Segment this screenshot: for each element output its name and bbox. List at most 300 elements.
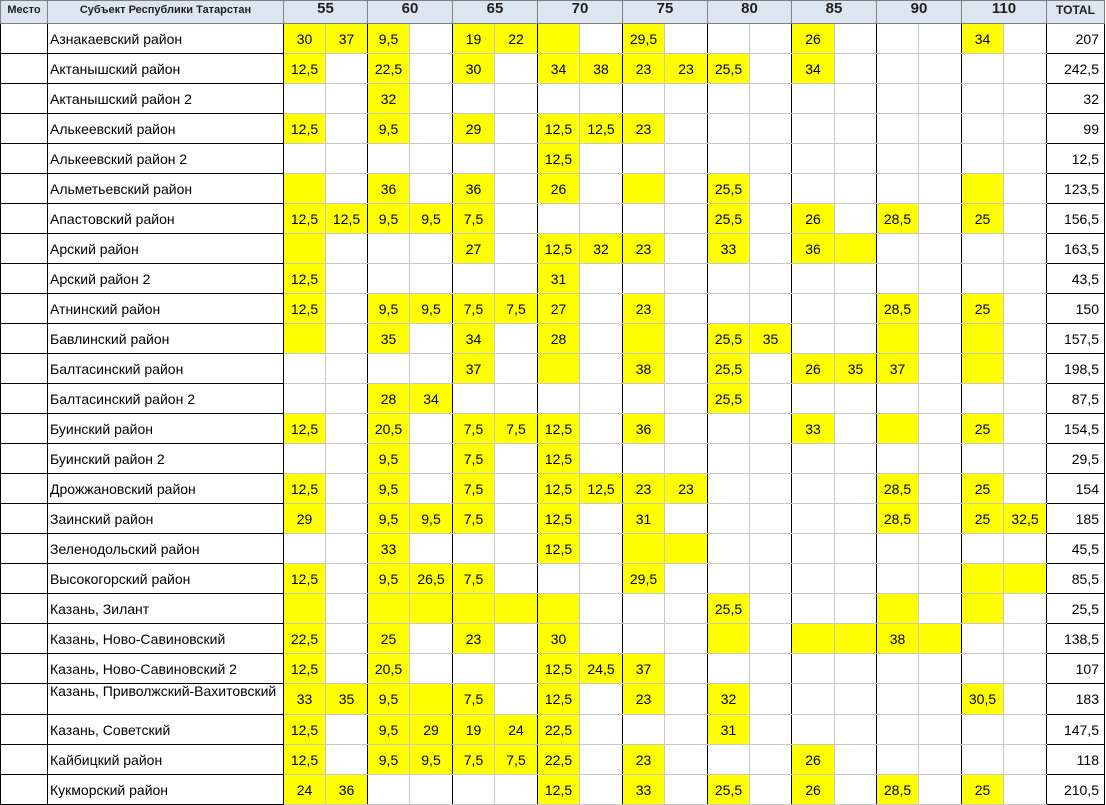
subject-cell: Алькеевский район — [48, 114, 284, 144]
total-cell: 123,5 — [1047, 174, 1105, 204]
score-cell — [284, 384, 326, 414]
score-cell: 19 — [453, 24, 495, 54]
score-cell — [750, 654, 792, 684]
score-cell — [750, 174, 792, 204]
score-cell: 12,5 — [538, 414, 580, 444]
score-cell — [665, 144, 708, 174]
score-cell — [708, 294, 750, 324]
table-row — [1, 144, 1105, 174]
score-cell: 27 — [453, 234, 495, 264]
score-cell — [708, 624, 750, 654]
score-cell — [750, 144, 792, 174]
score-cell: 7,5 — [495, 294, 538, 324]
score-cell: 12,5 — [284, 715, 326, 745]
score-cell — [284, 444, 326, 474]
score-cell — [750, 444, 792, 474]
score-cell — [326, 384, 368, 414]
score-cell: 7,5 — [495, 414, 538, 444]
subject-cell: Дрожжановский район — [48, 474, 284, 504]
score-cell — [580, 564, 623, 594]
table-row — [1, 624, 1105, 654]
score-cell — [1004, 715, 1047, 745]
score-cell — [708, 534, 750, 564]
score-cell — [919, 594, 962, 624]
score-cell — [750, 24, 792, 54]
total-cell: 12,5 — [1047, 144, 1105, 174]
score-cell — [877, 745, 919, 775]
weight-header: 110 — [962, 1, 1047, 24]
score-cell: 25 — [368, 624, 410, 654]
place-cell — [1, 654, 48, 684]
score-cell — [877, 144, 919, 174]
score-cell: 25,5 — [708, 384, 750, 414]
score-cell — [284, 354, 326, 384]
place-cell — [1, 114, 48, 144]
table-row — [1, 444, 1105, 474]
score-cell — [792, 324, 835, 354]
score-cell — [580, 24, 623, 54]
score-cell — [835, 654, 877, 684]
place-cell — [1, 84, 48, 114]
score-cell — [792, 684, 835, 715]
score-cell: 28,5 — [877, 504, 919, 534]
total-cell: 157,5 — [1047, 324, 1105, 354]
score-cell — [665, 384, 708, 414]
subject-cell: Казань, Ново-Савиновский — [48, 624, 284, 654]
score-cell — [580, 264, 623, 294]
score-cell — [919, 54, 962, 84]
score-cell — [580, 144, 623, 174]
score-cell: 24,5 — [580, 654, 623, 684]
score-cell — [368, 234, 410, 264]
score-cell — [962, 444, 1004, 474]
score-cell — [326, 564, 368, 594]
score-cell: 25,5 — [708, 354, 750, 384]
score-cell — [877, 654, 919, 684]
score-cell — [623, 594, 665, 624]
score-cell — [835, 84, 877, 114]
score-cell — [792, 654, 835, 684]
score-cell — [919, 294, 962, 324]
score-cell — [410, 24, 453, 54]
score-cell: 34 — [962, 24, 1004, 54]
score-cell: 34 — [538, 54, 580, 84]
score-cell: 12,5 — [284, 264, 326, 294]
place-cell — [1, 504, 48, 534]
weight-header: 90 — [877, 1, 962, 24]
score-cell: 36 — [792, 234, 835, 264]
table-row — [1, 174, 1105, 204]
score-cell — [495, 775, 538, 805]
score-cell: 26 — [792, 24, 835, 54]
score-cell — [919, 384, 962, 414]
score-cell — [962, 384, 1004, 414]
score-cell — [877, 114, 919, 144]
score-cell: 26 — [792, 204, 835, 234]
subject-cell: Атнинский район — [48, 294, 284, 324]
score-cell: 9,5 — [410, 204, 453, 234]
score-cell — [750, 715, 792, 745]
place-cell — [1, 474, 48, 504]
place-cell — [1, 354, 48, 384]
score-cell — [495, 144, 538, 174]
header-row — [1, 1, 1105, 24]
score-cell — [919, 504, 962, 534]
score-cell — [623, 264, 665, 294]
score-cell — [580, 384, 623, 414]
score-cell: 38 — [877, 624, 919, 654]
score-cell — [538, 564, 580, 594]
score-cell: 7,5 — [453, 564, 495, 594]
score-cell — [708, 504, 750, 534]
total-cell: 32 — [1047, 84, 1105, 114]
total-cell: 207 — [1047, 24, 1105, 54]
score-cell: 9,5 — [368, 204, 410, 234]
score-cell — [877, 564, 919, 594]
score-cell: 30 — [538, 624, 580, 654]
score-cell: 25 — [962, 775, 1004, 805]
place-cell — [1, 414, 48, 444]
score-cell — [284, 234, 326, 264]
score-cell: 25 — [962, 204, 1004, 234]
total-cell: 163,5 — [1047, 234, 1105, 264]
weight-header: 75 — [623, 1, 708, 24]
score-cell — [877, 264, 919, 294]
score-cell — [835, 564, 877, 594]
score-cell — [1004, 474, 1047, 504]
score-cell — [495, 174, 538, 204]
score-cell — [538, 84, 580, 114]
table-row — [1, 54, 1105, 84]
place-header: Место — [1, 1, 48, 24]
score-cell — [495, 474, 538, 504]
score-cell — [580, 775, 623, 805]
score-cell — [962, 54, 1004, 84]
score-cell — [665, 204, 708, 234]
score-cell — [580, 624, 623, 654]
score-cell: 9,5 — [410, 504, 453, 534]
score-cell — [410, 654, 453, 684]
score-cell — [368, 264, 410, 294]
score-cell — [453, 775, 495, 805]
weight-header: 60 — [368, 1, 453, 24]
score-cell — [1004, 594, 1047, 624]
weight-header: 55 — [284, 1, 368, 24]
score-cell — [750, 354, 792, 384]
subject-cell: Бавлинский район — [48, 324, 284, 354]
score-cell: 23 — [665, 474, 708, 504]
total-cell: 147,5 — [1047, 715, 1105, 745]
score-cell — [665, 264, 708, 294]
total-cell: 185 — [1047, 504, 1105, 534]
score-cell: 22,5 — [284, 624, 326, 654]
score-cell: 23 — [623, 54, 665, 84]
score-cell: 25,5 — [708, 775, 750, 805]
score-cell — [410, 684, 453, 715]
score-cell — [580, 504, 623, 534]
score-cell: 31 — [538, 264, 580, 294]
score-cell — [792, 84, 835, 114]
table-row — [1, 264, 1105, 294]
place-cell — [1, 715, 48, 745]
table-row — [1, 204, 1105, 234]
total-cell: 29,5 — [1047, 444, 1105, 474]
score-cell: 26,5 — [410, 564, 453, 594]
score-cell — [750, 414, 792, 444]
total-cell: 150 — [1047, 294, 1105, 324]
score-cell — [919, 684, 962, 715]
score-cell — [665, 684, 708, 715]
weight-header: 70 — [538, 1, 623, 24]
score-cell — [538, 384, 580, 414]
score-cell: 12,5 — [538, 654, 580, 684]
score-cell — [410, 594, 453, 624]
score-cell — [495, 564, 538, 594]
score-cell — [410, 174, 453, 204]
score-cell: 12,5 — [538, 144, 580, 174]
table-row — [1, 294, 1105, 324]
score-cell — [1004, 114, 1047, 144]
score-cell — [708, 444, 750, 474]
score-cell — [453, 144, 495, 174]
score-cell — [877, 684, 919, 715]
place-cell — [1, 24, 48, 54]
score-cell — [623, 534, 665, 564]
score-cell — [919, 775, 962, 805]
score-cell — [962, 534, 1004, 564]
score-cell — [835, 384, 877, 414]
score-cell — [1004, 144, 1047, 174]
score-cell — [580, 174, 623, 204]
table-row — [1, 354, 1105, 384]
score-cell: 27 — [538, 294, 580, 324]
score-cell — [326, 414, 368, 444]
weight-header: 65 — [453, 1, 538, 24]
score-cell: 25,5 — [708, 594, 750, 624]
score-cell: 28,5 — [877, 474, 919, 504]
score-cell — [835, 144, 877, 174]
score-cell — [623, 384, 665, 414]
score-cell — [1004, 414, 1047, 444]
score-cell — [410, 354, 453, 384]
score-cell — [962, 594, 1004, 624]
score-cell: 12,5 — [326, 204, 368, 234]
score-cell: 24 — [495, 715, 538, 745]
score-cell: 32 — [580, 234, 623, 264]
score-cell: 7,5 — [495, 745, 538, 775]
score-cell — [792, 564, 835, 594]
score-cell — [750, 624, 792, 654]
score-cell — [919, 84, 962, 114]
score-cell: 24 — [284, 775, 326, 805]
score-cell — [877, 54, 919, 84]
score-cell: 33 — [623, 775, 665, 805]
score-cell — [326, 594, 368, 624]
score-cell — [368, 144, 410, 174]
score-cell — [962, 84, 1004, 114]
score-cell — [326, 294, 368, 324]
score-cell — [623, 84, 665, 114]
subject-cell: Актанышский район 2 — [48, 84, 284, 114]
score-cell — [495, 594, 538, 624]
score-cell: 29 — [284, 504, 326, 534]
score-cell — [877, 594, 919, 624]
score-cell — [580, 594, 623, 624]
score-cell — [410, 324, 453, 354]
score-cell: 23 — [623, 114, 665, 144]
score-cell: 25,5 — [708, 54, 750, 84]
score-cell — [665, 444, 708, 474]
score-cell — [750, 684, 792, 715]
subject-cell: Альметьевский район — [48, 174, 284, 204]
score-cell — [326, 444, 368, 474]
score-cell: 7,5 — [453, 474, 495, 504]
score-cell — [835, 504, 877, 534]
score-cell — [580, 444, 623, 474]
place-cell — [1, 234, 48, 264]
score-cell — [665, 594, 708, 624]
score-cell — [877, 84, 919, 114]
total-cell: 242,5 — [1047, 54, 1105, 84]
place-cell — [1, 174, 48, 204]
score-cell — [835, 474, 877, 504]
score-cell — [962, 745, 1004, 775]
score-cell — [665, 24, 708, 54]
score-cell — [326, 715, 368, 745]
score-cell — [453, 264, 495, 294]
score-cell — [665, 715, 708, 745]
score-cell: 25 — [962, 504, 1004, 534]
score-cell — [453, 384, 495, 414]
score-cell: 7,5 — [453, 684, 495, 715]
score-cell — [919, 24, 962, 54]
score-cell: 29,5 — [623, 24, 665, 54]
score-cell — [495, 114, 538, 144]
score-cell — [410, 534, 453, 564]
score-cell: 33 — [708, 234, 750, 264]
score-cell — [410, 114, 453, 144]
subject-cell: Казань, Ново-Савиновский 2 — [48, 654, 284, 684]
score-cell — [368, 594, 410, 624]
total-cell: 107 — [1047, 654, 1105, 684]
score-cell — [1004, 654, 1047, 684]
score-cell — [284, 84, 326, 114]
score-cell: 38 — [623, 354, 665, 384]
place-cell — [1, 564, 48, 594]
score-cell — [962, 114, 1004, 144]
score-cell — [1004, 84, 1047, 114]
score-cell — [877, 384, 919, 414]
score-cell — [326, 624, 368, 654]
score-cell: 9,5 — [368, 24, 410, 54]
score-cell: 7,5 — [453, 414, 495, 444]
score-cell — [580, 534, 623, 564]
score-cell — [580, 354, 623, 384]
score-cell — [453, 534, 495, 564]
score-cell: 22,5 — [538, 745, 580, 775]
table-row — [1, 474, 1105, 504]
score-cell — [1004, 444, 1047, 474]
score-cell: 26 — [792, 354, 835, 384]
score-cell — [368, 354, 410, 384]
score-cell — [792, 114, 835, 144]
score-cell — [919, 474, 962, 504]
score-cell — [792, 144, 835, 174]
score-cell: 28,5 — [877, 775, 919, 805]
place-cell — [1, 204, 48, 234]
score-cell — [410, 54, 453, 84]
score-cell: 34 — [410, 384, 453, 414]
score-cell — [1004, 174, 1047, 204]
place-cell — [1, 264, 48, 294]
subject-cell: Кайбицкий район — [48, 745, 284, 775]
score-cell — [326, 354, 368, 384]
subject-cell: Заинский район — [48, 504, 284, 534]
score-cell: 9,5 — [368, 444, 410, 474]
score-cell: 12,5 — [538, 474, 580, 504]
score-cell — [708, 474, 750, 504]
score-cell — [580, 84, 623, 114]
score-cell: 9,5 — [368, 504, 410, 534]
score-cell — [665, 414, 708, 444]
score-cell — [1004, 324, 1047, 354]
score-cell — [326, 114, 368, 144]
score-cell — [919, 715, 962, 745]
score-cell: 28,5 — [877, 204, 919, 234]
score-cell: 34 — [792, 54, 835, 84]
score-cell: 7,5 — [453, 444, 495, 474]
score-cell — [1004, 234, 1047, 264]
score-cell — [580, 294, 623, 324]
score-cell — [1004, 24, 1047, 54]
table-row — [1, 24, 1105, 54]
score-cell: 7,5 — [453, 745, 495, 775]
table-row — [1, 715, 1105, 745]
score-cell — [750, 504, 792, 534]
score-cell — [792, 624, 835, 654]
score-cell: 23 — [623, 294, 665, 324]
score-cell — [835, 324, 877, 354]
score-cell: 28,5 — [877, 294, 919, 324]
place-cell — [1, 54, 48, 84]
total-cell: 154,5 — [1047, 414, 1105, 444]
score-cell — [665, 294, 708, 324]
score-cell: 29 — [453, 114, 495, 144]
score-cell — [1004, 354, 1047, 384]
score-cell: 9,5 — [368, 294, 410, 324]
place-cell — [1, 384, 48, 414]
score-cell — [495, 624, 538, 654]
score-cell — [877, 414, 919, 444]
score-cell: 32 — [708, 684, 750, 715]
table-row — [1, 384, 1105, 414]
score-cell — [962, 264, 1004, 294]
score-cell: 30 — [284, 24, 326, 54]
score-cell: 7,5 — [453, 294, 495, 324]
score-cell — [962, 354, 1004, 384]
total-cell: 198,5 — [1047, 354, 1105, 384]
score-cell — [665, 84, 708, 114]
score-cell — [962, 174, 1004, 204]
score-cell: 9,5 — [368, 684, 410, 715]
score-cell: 37 — [453, 354, 495, 384]
score-cell — [495, 684, 538, 715]
total-cell: 156,5 — [1047, 204, 1105, 234]
score-cell — [1004, 384, 1047, 414]
score-cell — [538, 204, 580, 234]
score-cell: 12,5 — [580, 474, 623, 504]
score-cell: 9,5 — [368, 114, 410, 144]
